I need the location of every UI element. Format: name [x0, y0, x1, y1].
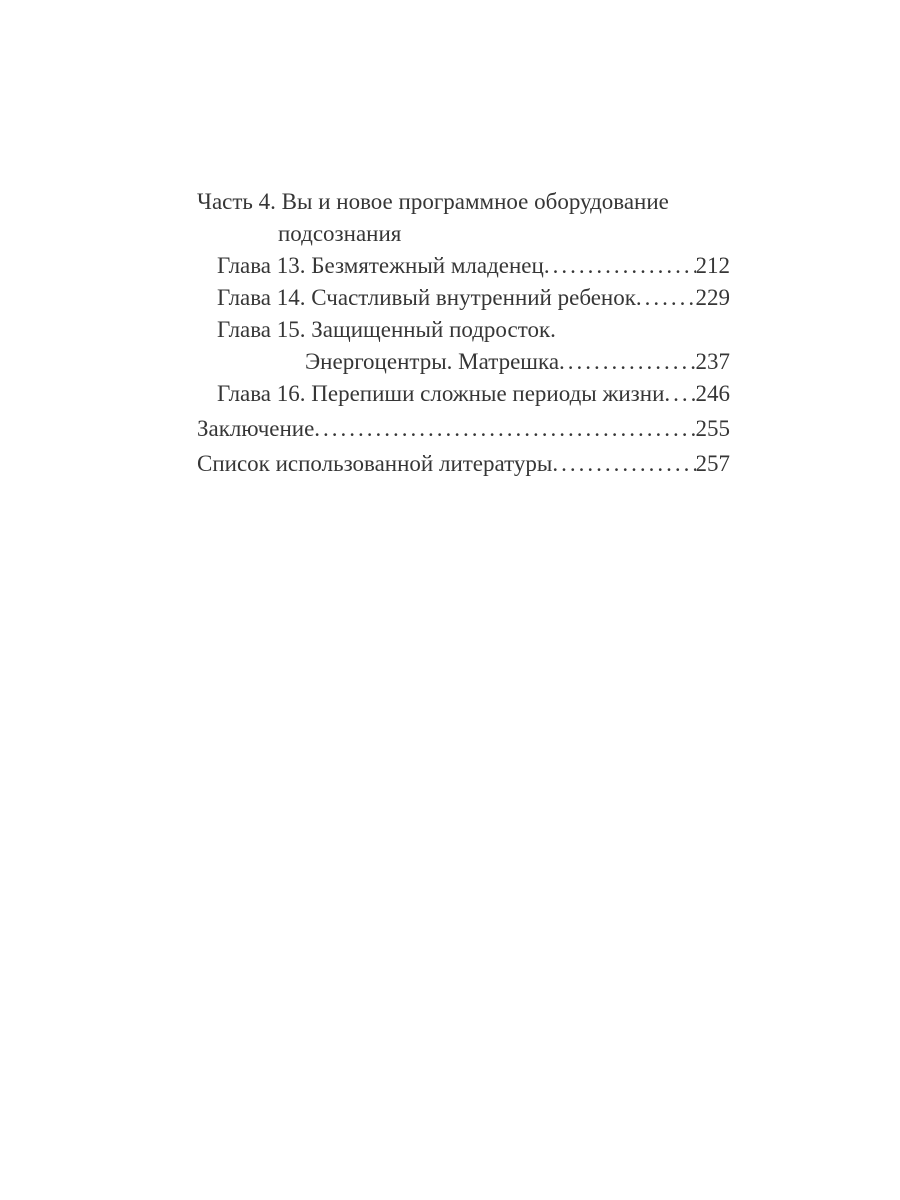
chapter-row	[197, 378, 730, 410]
part-title-line-2	[197, 218, 730, 250]
chapter-row-line-1	[197, 314, 730, 346]
toc-entry-chapter-15	[197, 314, 730, 378]
chapter-label: Глава 15. Защищенный подросток.	[217, 317, 556, 342]
toc-entry-bibliography	[197, 448, 730, 480]
toc-entry-conclusion	[197, 413, 730, 445]
page-number: 257	[695, 451, 730, 476]
toc-entry-chapter-14	[197, 282, 730, 314]
entry-label: Заключение	[197, 416, 315, 441]
part-title-text: Часть 4. Вы и новое программное оборудование	[197, 189, 669, 214]
page-number: 237	[695, 349, 730, 374]
dot-leader	[664, 378, 695, 410]
page-number: 246	[695, 381, 730, 406]
page-number: 212	[695, 253, 730, 278]
chapter-row	[197, 282, 730, 314]
dot-leader	[314, 413, 695, 445]
dot-leader	[559, 346, 695, 378]
toc-entry-chapter-16	[197, 378, 730, 410]
dot-leader	[636, 282, 696, 314]
dot-leader	[552, 448, 695, 480]
part-title-continuation-text: подсознания	[278, 221, 402, 246]
top-level-row	[197, 448, 730, 480]
chapter-continuation-text: Энергоцентры. Матрешка	[305, 349, 560, 374]
top-level-row	[197, 413, 730, 445]
chapter-row-line-2	[197, 346, 730, 378]
chapter-label: Глава 14. Счастливый внутренний ребенок	[217, 285, 636, 310]
chapter-label: Глава 16. Перепиши сложные периоды жизни	[217, 381, 665, 406]
entry-label: Список использованной литературы	[197, 451, 553, 476]
chapter-label: Глава 13. Безмятежный младенец	[217, 253, 544, 278]
toc-entry-part-4	[197, 186, 730, 250]
page-number: 229	[695, 285, 730, 310]
toc-entry-chapter-13	[197, 250, 730, 282]
dot-leader	[544, 250, 696, 282]
page-number: 255	[695, 416, 730, 441]
part-title-line-1	[197, 186, 730, 218]
chapter-row	[197, 250, 730, 282]
